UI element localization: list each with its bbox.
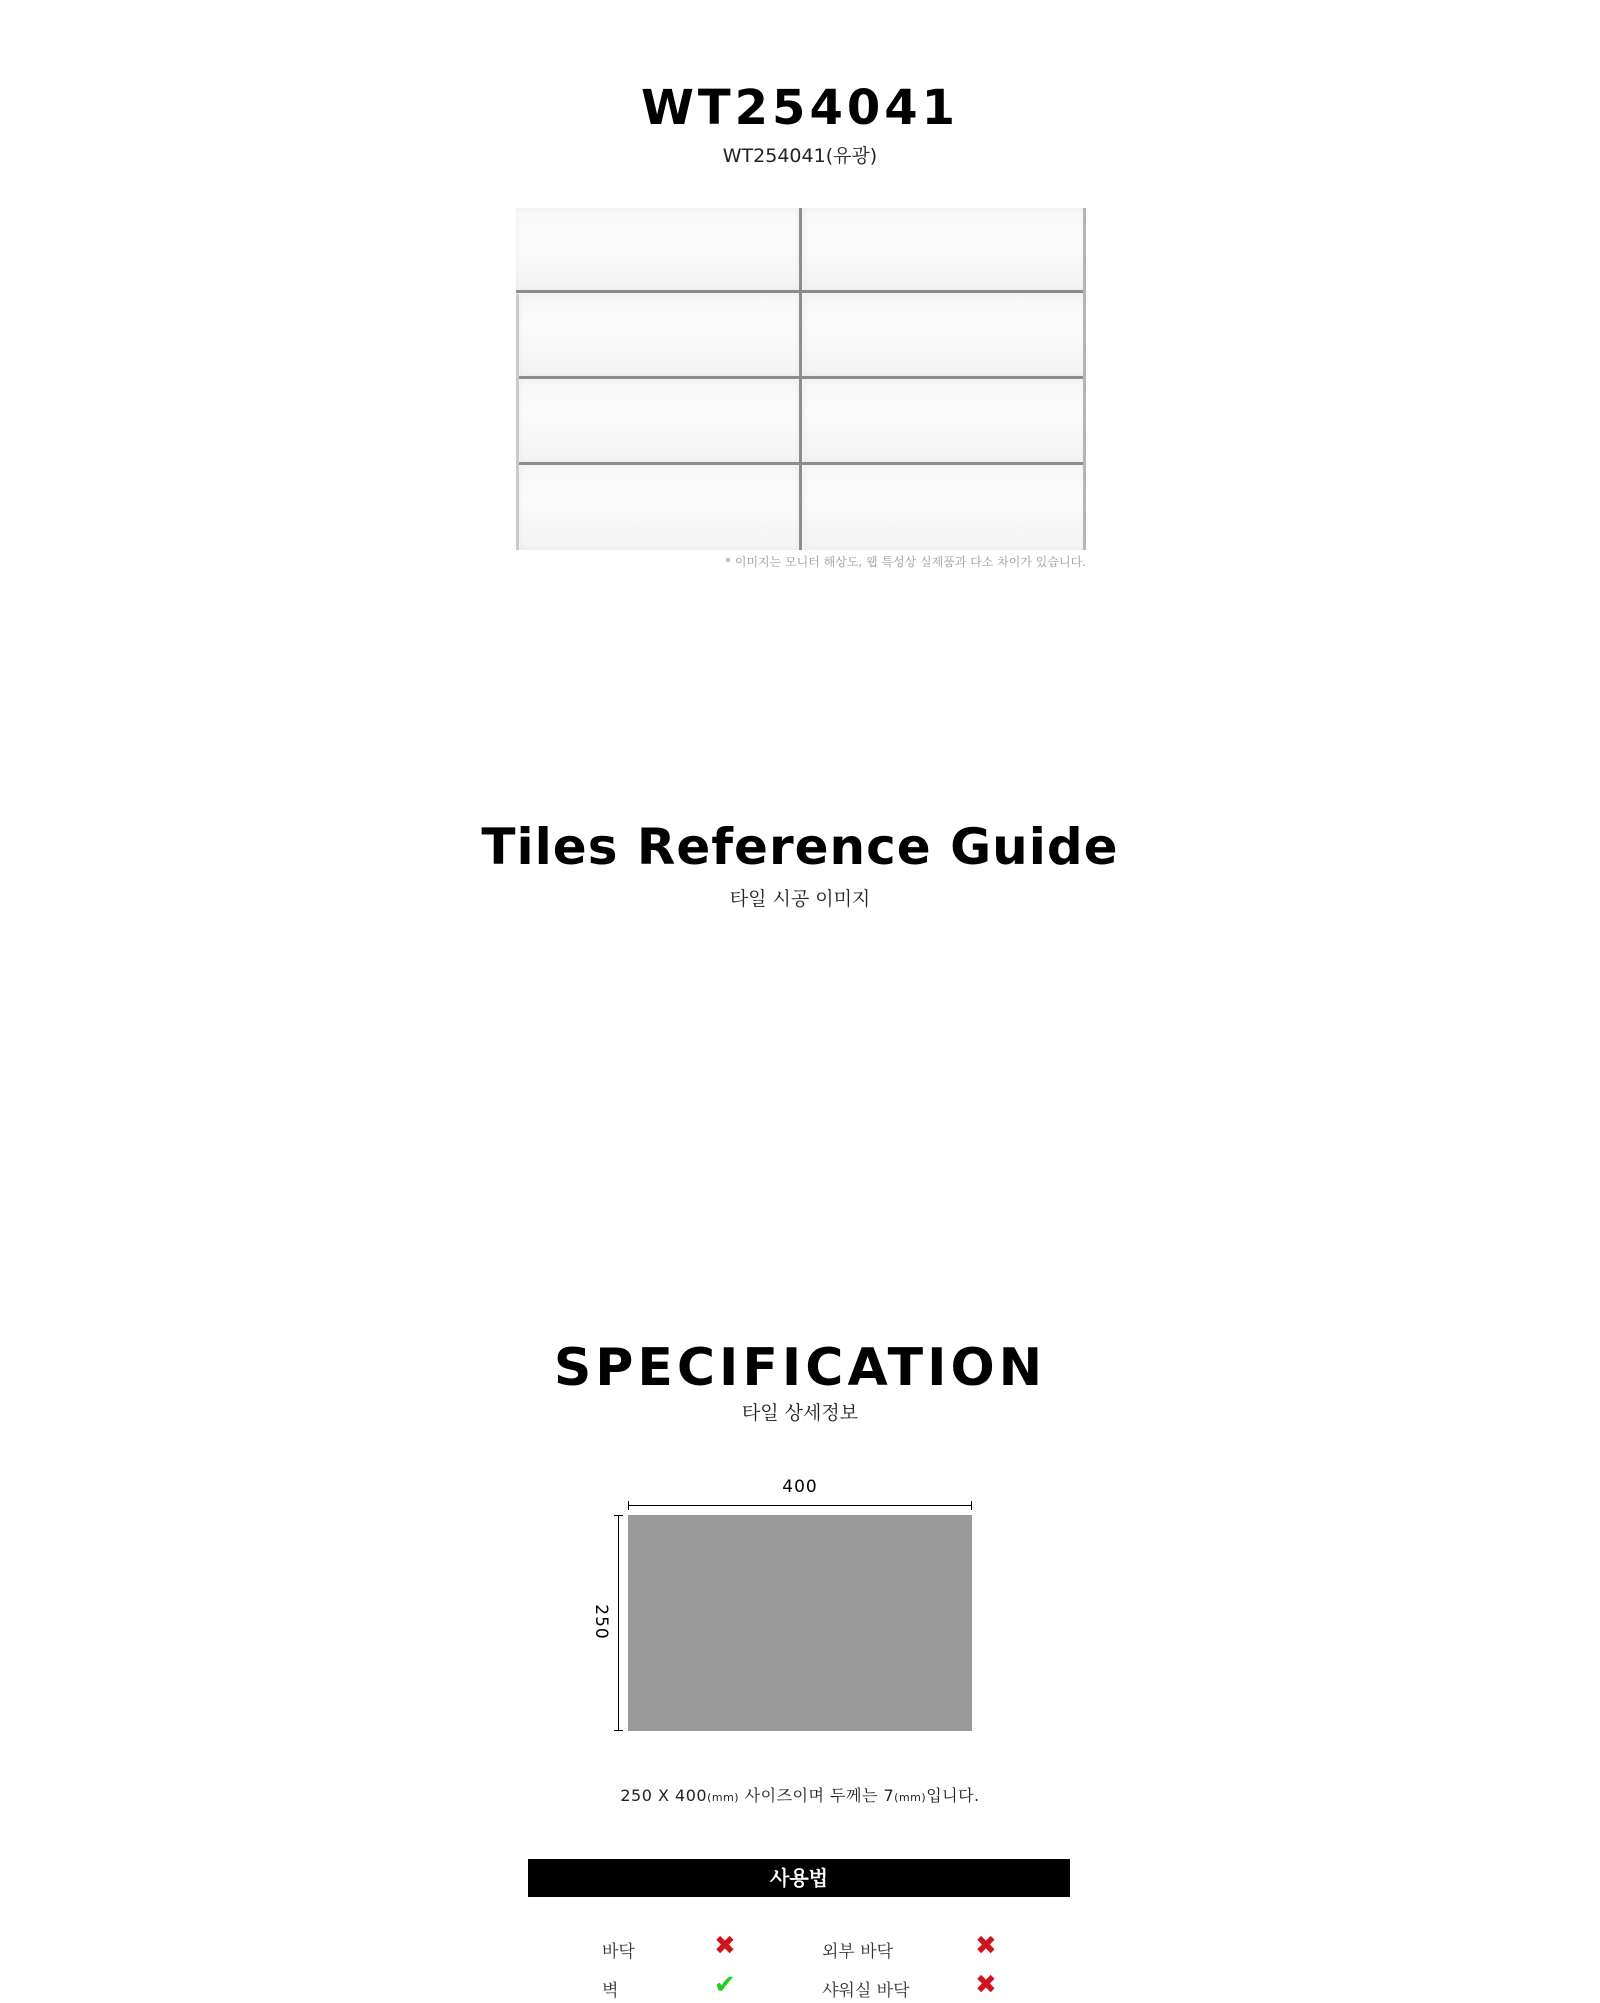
cross-icon: ✖ [975, 1970, 997, 2000]
specification-subtitle: 타일 상세정보 [741, 1402, 859, 1424]
width-tick-left [628, 1501, 629, 1510]
height-tick-top [614, 1515, 623, 1516]
reference-guide-subtitle: 타일 시공 이미지 [729, 888, 871, 910]
thickness-unit: (mm) [894, 1791, 927, 1804]
height-tick-bottom [614, 1730, 623, 1731]
size-dimensions: 250 X 400 [620, 1786, 708, 1805]
usage-label-exterior-floor: 외부 바닥 [822, 1942, 894, 1962]
image-disclaimer: * 이미지는 모니터 해상도, 웹 특성상 실제품과 다소 차이가 있습니다. [725, 555, 1086, 569]
height-dimension-line [618, 1515, 619, 1731]
product-subtitle: WT254041(유광) [722, 145, 878, 167]
usage-label-shower-floor: 샤워실 바닥 [822, 1981, 910, 2001]
usage-label-floor: 바닥 [602, 1942, 635, 1962]
cross-icon: ✖ [714, 1931, 736, 1961]
size-description [0, 1783, 1600, 1806]
check-icon: ✔ [714, 1970, 736, 2000]
product-title: WT254041 [640, 80, 960, 136]
cross-icon: ✖ [975, 1931, 997, 1961]
tile-width-label: 400 [782, 1477, 818, 1497]
width-tick-right [971, 1501, 972, 1510]
size-unit: (mm) [707, 1791, 740, 1804]
usage-header: 사용법 [528, 1859, 1070, 1897]
tile-size-diagram [628, 1515, 972, 1731]
size-thickness-text: 사이즈이며 두께는 7 [739, 1786, 895, 1805]
reference-guide-title: Tiles Reference Guide [481, 818, 1119, 876]
size-suffix: 입니다. [926, 1786, 980, 1805]
usage-label-wall: 벽 [602, 1981, 619, 2001]
specification-title: SPECIFICATION [553, 1338, 1047, 1398]
tile-height-label: 250 [591, 1604, 611, 1640]
width-dimension-line [628, 1505, 972, 1506]
tile-product-image [516, 208, 1086, 550]
